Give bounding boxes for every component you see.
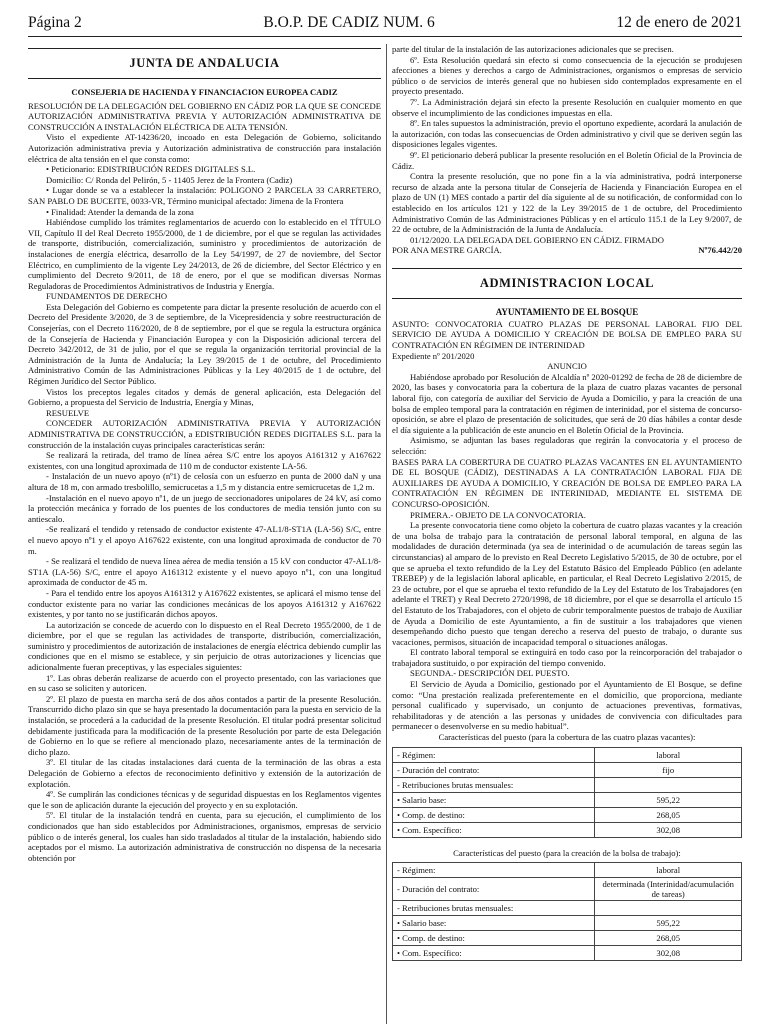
table-row — [393, 777, 742, 792]
row-label: • Salario base: — [393, 916, 595, 931]
paragraph: 4º. Se cumplirán las condiciones técnicas y de seguridad dispuestas en los Reglamentos vigentes que le son de aplicación durante la ejecución del proyecto y en su explotación. — [28, 789, 381, 810]
paragraph: • Peticionario: EDISTRIBUCIÓN REDES DIGITALES S.L. — [46, 164, 256, 175]
paragraph: La presente convocatoria tiene como objeto la cobertura de cuatro plazas vacantes y la creación de una bolsa de trabajo para la contratación de personal laboral temporal, en alguna de las modalidades de duración determinada (ya sea de interinidad o de acumulación de tareas según las circunstancias) al amparo de lo previsto en Real Decreto Legislativo 5/2015, de 30 de octubre, por el que se aprueba el texto refundido de la Ley del Estatuto Básico del Empleado Público (en adelante TREBEP) y de la legislación laboral aplicable, en particular, el Real Decreto Legislativo 2/2015, de 23 de octubre, por el que se aprueba el texto refundido de la Ley del Estatuto de los Trabajadores (en adelante el TRET) y Real Decreto 2720/1998, de 18 diciembre, por el que se desarrolla el artículo 15 del Estatuto de los Trabajadores, con el objeto de cubrir temporalmente puestos de trabajo de Auxiliar de Ayuda a Domicilio de este Ayuntamiento, a fin de sustituir a los trabajadores que vienen desempeñando dicho puesto que tengan derecho a reserva del puesto de trabajo, o durante sus vacaciones, permisos, situación de incapacidad temporal o situaciones análogas. — [392, 520, 742, 647]
paragraph: 7º. La Administración dejará sin efecto la presente Resolución en cualquier momento en que observe el incumplimiento de las condiciones impuestas en ella. — [392, 96, 742, 118]
page-header — [28, 14, 742, 36]
paragraph: Se realizará la retirada, del tramo de línea aérea S/C entre los apoyos A161312 y A167622 existentes, con una longitud aproximada de 110 m de conductor existente LA-56. — [28, 450, 381, 471]
section-heading-junta: JUNTA DE ANDALUCIA — [28, 48, 381, 79]
paragraph: 5º. El titular de la instalación tendrá en cuenta, para su ejecución, el cumplimiento de los condicionados que han sido establecidos por Administraciones, organismos, empresas de servicio público o de interés general, los cuales han sido trasladados al titular de la instalación, habiendo sido aceptados por el mismo. La autorización administrativa de construcción no dispensa de la necesaria obtención por — [28, 810, 381, 863]
paragraph: RESUELVE — [46, 407, 90, 418]
table2-caption: Características del puesto (para la creación de la bolsa de trabajo): — [453, 847, 681, 858]
table-row — [393, 946, 742, 961]
paragraph: 01/12/2020. LA DELEGADA DEL GOBIERNO EN CÁDIZ. FIRMADO — [410, 234, 664, 245]
paragraph: - Instalación de un nuevo apoyo (nº1) de celosía con un esfuerzo en punta de 2000 daN y una altura de 18 m, con armado tresbolillo, semicrucetas a 1,5 m y distancia entre semicrucetas de 1,2 m. — [28, 471, 381, 492]
paragraph: La autorización se concede de acuerdo con lo dispuesto en el Real Decreto 1955/2000, de 1 de diciembre, por el que se regulan las actividades de transporte, distribución, comercialización, suministro y procedimientos de autorización de instalaciones de energía eléctrica debiendo cumplir las condiciones que en el mismo se establece, y sin perjuicio de otras autorizaciones y licencias que adicionalmente fueran preceptivas, y las especiales siguientes: — [28, 619, 381, 673]
paragraph: Contra la presente resolución, que no pone fin a la vía administrativa, podrá interponerse recurso de alzada ante la persona titular de Consejería de Hacienda y Financiación Europea en el plazo de UN (1) MES contado a partir del día siguiente al de su notificación, de conformidad con lo establecido en los artículos 121 y 122 de la Ley 39/2015 de 1 de octubre, del Procedimiento Administrativo Común de las Administraciones Públicas y en el artículo 115.1 de la Ley 9/2007, de 22 de octubre, de la Administración de la Junta de Andalucía. — [392, 171, 742, 235]
paragraph: BASES PARA LA COBERTURA DE CUATRO PLAZAS VACANTES EN EL AYUNTAMIENTO DE EL BOSQUE (CÁDIZ), DESTINADAS A LA CONTRATACIÓN LABORAL FIJA DE AUXILIARES DE AYUDA A DOMICILIO, Y CREACIÓN DE BOLSA DE EMPLEO PARA LA CONTRATACIÓN EN RÉGIMEN DE INTERINIDAD, MEDIANTE EL SISTEMA DE CONCURSO-OPOSICIÓN. — [392, 456, 742, 509]
paragraph: Asimismo, se adjuntan las bases reguladoras que regirán la convocatoria y el proceso de selección: — [392, 435, 742, 456]
left-body-text — [28, 101, 381, 864]
row-label: - Régimen: — [393, 863, 595, 878]
table1-caption: Características del puesto (para la cobertura de las cuatro plazas vacantes): — [438, 732, 696, 743]
table-row — [393, 863, 742, 878]
row-label: • Com. Específico: — [393, 946, 595, 961]
positions-table — [392, 747, 742, 838]
row-label: • Comp. de destino: — [393, 807, 595, 822]
table-row — [393, 916, 742, 931]
announcement-number: Nº76.442/20 — [698, 245, 742, 256]
row-value: 595,22 — [595, 792, 742, 807]
paragraph: -Se realizará el tendido y retensado de conductor existente 47-AL1/8-ST1A (LA-56) S/C, entre el nuevo apoyo nº1 y el apoyo A167622 existente, con una longitud aproximada de conductor de 70 m. — [28, 524, 381, 556]
paragraph: parte del titular de la instalación de las autorizaciones adicionales que se precisen. — [392, 44, 674, 54]
paragraph: Habiéndose aprobado por Resolución de Alcaldía nº 2020-01292 de fecha de 28 de diciembre de 2020, las bases y convocatoria para la cobertura de la plaza de cuatro plazas vacantes de personal laboral fijo, con categoría de auxiliar del Servicio de Ayuda a Domicilio, y para la creación de una bolsa de empleo temporal para la contratación en régimen de interinidad, por el sistema de concurso-oposición, se abre el plazo de presentación de solicitudes, que será de 20 días hábiles a contar desde el día siguiente a la publicación de este anuncio en el Boletín Oficial de la Provincia. — [392, 371, 742, 435]
column-divider — [386, 44, 387, 1024]
table-row — [393, 792, 742, 807]
table-row — [393, 901, 742, 916]
publication-title: B.O.P. DE CADIZ NUM. 6 — [263, 14, 435, 31]
row-label: - Retribuciones brutas mensuales: — [393, 777, 595, 792]
signature-name: POR ANA MESTRE GARCÍA. — [392, 245, 502, 256]
paragraph: Visto el expediente AT-14236/20, incoado en esta Delegación de Gobierno, solicitando Autorización administrativa previa y Autorización administrativa de construcción para instalación eléctrica de alta tensión en el que consta como: — [28, 132, 381, 164]
page-number: Página 2 — [28, 14, 82, 31]
row-label: • Salario base: — [393, 792, 595, 807]
paragraph: Habiéndose cumplido los trámites reglamentarios de acuerdo con lo establecido en el TÍTULO VII, Capítulo II del Real Decreto 1955/2000, de 1 de diciembre, por el que se regulan las actividades de transporte, distribución, comercialización, suministro y procedimientos de autorización de instalaciones de energía eléctrica, desarrollo de la Ley 54/1997, de 27 de noviembre, del Sector Eléctrico, en cumplimiento de la vigente Ley 24/2013, de 26 de diciembre, del Sector Eléctrico y en cumplimiento del Decreto 9/2011, de 18 de enero, por el que se modifican diversas Normas Reguladoras de Procedimientos Administrativos de Industria y Energía. — [28, 217, 381, 291]
row-value: fijo — [595, 762, 742, 777]
row-value: 268,05 — [595, 931, 742, 946]
table-row — [393, 878, 742, 901]
row-label: - Duración del contrato: — [393, 762, 595, 777]
row-value: laboral — [595, 863, 742, 878]
table-row — [393, 807, 742, 822]
left-column — [28, 44, 381, 1024]
paragraph: 2º. El plazo de puesta en marcha será de dos años contados a partir de la presente Resolución. Transcurrido dicho plazo sin que se haya presentado la documentación para la puesta en servicio de la instalación, se procederá a la caducidad de la presente Resolución. El titular podrá presentar solicitud debidamente justificada para la modificación de la presente Resolución por parte de esta Delegación de Gobierno en lo que se refiere al mencionado plazo, necesariamente antes de la terminación de dicho plazo. — [28, 693, 381, 757]
paragraph: ASUNTO: CONVOCATORIA CUATRO PLAZAS DE PERSONAL LABORAL FIJO DEL SERVICIO DE AYUDA A DOMICILIO Y CREACIÓN DE BOLSA DE EMPLEO PARA SU CONTRATACIÓN EN RÉGIMEN DE INTERINIDAD — [392, 318, 742, 351]
section-heading-local: ADMINISTRACION LOCAL — [392, 268, 742, 299]
table-row — [393, 822, 742, 837]
row-label: - Duración del contrato: — [393, 878, 595, 901]
paragraph: SEGUNDA.- DESCRIPCIÓN DEL PUESTO. — [410, 668, 570, 679]
consejeria-heading: CONSEJERIA DE HACIENDA Y FINANCIACION EUROPEA CADIZ — [71, 87, 338, 97]
paragraph: FUNDAMENTOS DE DERECHO — [46, 291, 168, 302]
paragraph: - Para el tendido entre los apoyos A161312 y A167622 existentes, se aplicará el mismo tense del conductor existente para no variar las condiciones mecánicas de los apoyos A161312 y A167622 existentes, y por tanto no se justificarán dichos apoyos. — [28, 587, 381, 620]
row-value: 268,05 — [595, 807, 742, 822]
row-value: determinada (Interinidad/acumulación de tareas) — [595, 878, 742, 901]
row-label: • Comp. de destino: — [393, 931, 595, 946]
row-value: 302,08 — [595, 946, 742, 961]
right-mid-text — [392, 319, 742, 732]
table-row — [393, 762, 742, 777]
paragraph: • Finalidad: Atender la demanda de la zona — [46, 206, 194, 217]
paragraph: 3º. El titular de las citadas instalaciones dará cuenta de la terminación de las obras a esta Delegación de Gobierno a efectos de reconocimiento definitivo y extensión de la autorización de explotación. — [28, 757, 381, 789]
paragraph: Domicilio: C/ Ronda del Pelirón, 5 - 11405 Jerez de la Frontera (Cadiz) — [46, 174, 293, 185]
table-row — [393, 931, 742, 946]
row-label: - Régimen: — [393, 747, 595, 762]
paragraph: Expediente nº 201/2020 — [392, 350, 475, 361]
right-top-text — [392, 44, 742, 245]
paragraph: Esta Delegación del Gobierno es competente para dictar la presente resolución de acuerdo con el Decreto del Presidente 3/2020, de 3 de septiembre, de la Vicepresidencia y sobre reestructuración de Consejerías, con el Decreto 116/2020, de 8 de septiembre, por el que se regula la estructura orgánica de la Consejería de Hacienda y Financiación Europea y con la Disposición adicional tercera del Decreto 342/2012, de 31 de julio, por el que se regula la organización territorial provincial de la Administración de la Junta de Andalucía; la Ley 39/2015 de 1 de octubre, del Procedimiento Administrativo Común de las Administraciones Públicas y la Ley 40/2015 de 1 de octubre, del Régimen Jurídico del Sector Público. — [28, 301, 381, 387]
row-value: laboral — [595, 747, 742, 762]
paragraph: 9º. El peticionario deberá publicar la presente resolución en el Boletín Oficial de la Provincia de Cádiz. — [392, 149, 742, 171]
paragraph: El Servicio de Ayuda a Domicilio, gestionado por el Ayuntamiento de El Bosque, se define como: “Una prestación realizada preferentemente en el domicilio, que proporciona, mediante personal cualificado y supervisado, un conjunto de actuaciones preventivas, formativas, rehabilitadoras y de atención a las personas y unidades de convivencia con dificultades para permanecer o desenvolverse en su medio habitual”. — [392, 679, 742, 732]
signature-line — [392, 245, 742, 256]
paragraph: ANUNCIO — [547, 361, 587, 372]
paragraph: 6º. Esta Resolución quedará sin efecto si como consecuencia de la ejecución se produjesen afecciones a bienes y derechos a cargo de Administraciones, organismos o empresas de servicio público o de servicios de interés general que no hubiesen sido contemplados expresamente en el proyecto presentado. — [392, 54, 742, 97]
paragraph: PRIMERA.- OBJETO DE LA CONVOCATORIA. — [410, 509, 586, 520]
paragraph: 8º. En tales supuestos la administración, previo el oportuno expediente, acordará la anulación de la autorización, con todas las consecuencias de Orden administrativo y civil que se deriven según las disposiciones legales vigentes. — [392, 118, 742, 150]
table-row — [393, 747, 742, 762]
publication-date: 12 de enero de 2021 — [616, 14, 742, 31]
paragraph: • Lugar donde se va a establecer la instalación: POLIGONO 2 PARCELA 33 CARRETERO, SAN PABLO DE BUCEITE, 0033-VR, Término municipal afectado: Jimena de la Frontera — [28, 185, 381, 206]
row-label: - Retribuciones brutas mensuales: — [393, 901, 595, 916]
row-value: 595,22 — [595, 916, 742, 931]
right-column — [392, 44, 742, 1024]
paragraph: -Instalación en el nuevo apoyo nº1, de un juego de seccionadores unipolares de 24 kV, así como la protección mecánica y forrado de los puentes de los conductores de media tensión junto con su antiescalo. — [28, 492, 381, 524]
header-rule — [28, 36, 742, 37]
paragraph: El contrato laboral temporal se extinguirá en todo caso por la reincorporación del trabajador o trabajadora sustituido, o por expiración del tiempo convenido. — [392, 647, 742, 668]
paragraph: RESOLUCIÓN DE LA DELEGACIÓN DEL GOBIERNO EN CÁDIZ POR LA QUE SE CONCEDE AUTORIZACIÓN ADMINISTRATIVA PREVIA Y AUTORIZACIÓN ADMINISTRATIVA DE CONSTRUCCIÓN A INSTALACIÓN ELÉCTRICA DE ALTA TENSIÓN. — [28, 100, 381, 132]
bolsa-table — [392, 862, 742, 961]
paragraph: - Se realizará el tendido de nueva línea aérea de media tensión a 15 kV con conductor 47-AL1/8-ST1A (LA-56) S/C, entre el apoyo A161312 existente y el nuevo apoyo nº1, con una longitud aproximada de conductor de 45 m. — [28, 556, 381, 588]
organization-name: AYUNTAMIENTO DE EL BOSQUE — [495, 306, 639, 317]
paragraph: Vistos los preceptos legales citados y demás de general aplicación, esta Delegación del Gobierno, a propuesta del Servicio de Industria, Energía y Minas, — [28, 386, 381, 408]
row-value: 302,08 — [595, 822, 742, 837]
row-value — [595, 901, 742, 916]
paragraph: 1º. Las obras deberán realizarse de acuerdo con el proyecto presentado, con las variaciones que en su caso se soliciten y autoricen. — [28, 672, 381, 694]
row-label: • Com. Específico: — [393, 822, 595, 837]
paragraph: CONCEDER AUTORIZACIÓN ADMINISTRATIVA PREVIA Y AUTORIZACIÓN ADMINISTRATIVA DE CONSTRUCCIÓN, a EDISTRIBUCIÓN REDES DIGITALES S.L. para la construcción de la instalación cuyas principales características serán: — [28, 418, 381, 450]
row-value — [595, 777, 742, 792]
